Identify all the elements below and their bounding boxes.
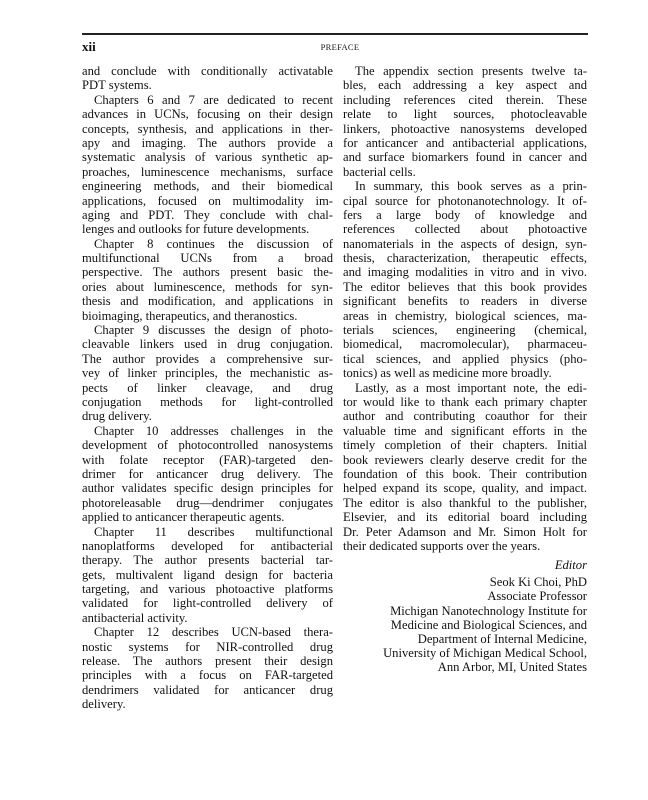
text-line: delivery. (82, 697, 126, 712)
text-line: applied to anticancer therapeutic agents. (82, 510, 285, 525)
text-line: Chapter 8 continues the discussion of (94, 236, 333, 251)
editor-signature (343, 558, 587, 675)
paragraph (82, 237, 333, 323)
text-line: photoreleasable drug—dendrimer conjugates (82, 495, 333, 510)
header-rule (82, 33, 588, 35)
text-line: The editor is also thankful to the publisher, (343, 495, 587, 510)
signature-line: Medicine and Biological Sciences, and (390, 617, 587, 632)
text-line: dendrimers validated for anticancer drug (82, 682, 333, 697)
text-line: Chapter 9 discusses the design of photo- (94, 323, 333, 338)
text-line: aging and PDT. They conclude with chal- (82, 207, 333, 222)
signature-line: Ann Arbor, MI, United States (437, 660, 587, 675)
text-line: bles, each addressing a key aspect and (343, 78, 587, 93)
text-line: Dr. Peter Adamson and Mr. Simon Holt for (343, 524, 587, 539)
paragraph (82, 625, 333, 711)
text-line: fers a large body of knowledge and (343, 207, 587, 222)
running-title: PREFACE (320, 42, 360, 52)
page-number: xii (82, 39, 96, 54)
text-line: Elsevier, and its editorial board including (343, 510, 587, 525)
text-line: Chapter 11 describes multifunctional (94, 524, 333, 539)
text-line: with folate receptor (FAR)-targeted den- (82, 452, 333, 467)
text-line: linkers, photoactive nanosystems developed (343, 121, 587, 136)
text-line: applications, focused on multimodality im- (82, 193, 333, 208)
text-line: tor would like to thank each primary chapter (343, 394, 587, 409)
paragraph (82, 93, 333, 237)
text-line: nostic systems for NIR-controlled drug (82, 639, 333, 654)
text-line: ories about luminescence, methods for syn- (82, 279, 333, 294)
text-line: their dedicated supports over the years. (343, 538, 541, 553)
text-line: bioimaging, therapeutics, and theranostics. (82, 308, 298, 323)
text-line: In summary, this book serves as a prin- (355, 179, 587, 194)
text-line: drug delivery. (82, 409, 152, 424)
signature-line: Seok Ki Choi, PhD (489, 575, 587, 590)
text-line: concepts, synthesis, and applications in ther- (82, 121, 333, 136)
paragraph (82, 424, 333, 525)
text-line: book reviewers clearly deserve credit for the (343, 452, 587, 467)
text-line: bacterial cells. (343, 164, 416, 179)
text-line: terials sciences, engineering (chemical, (343, 323, 587, 338)
text-line: advances in UCNs, focusing on their design (82, 107, 333, 122)
text-line: cipal source for photonanotechnology. It of- (343, 193, 587, 208)
right-column (343, 64, 587, 553)
text-line: vey of linker principles, the mechanistic as- (82, 366, 333, 381)
text-line: The appendix section presents twelve ta- (355, 64, 587, 78)
text-line: apy and imaging. The authors provide a (82, 135, 333, 150)
paragraph (82, 64, 333, 93)
paragraph (343, 179, 587, 380)
text-line: tical sciences, and applied physics (pho- (343, 351, 587, 366)
text-line: The editor believes that this book provides (343, 279, 587, 294)
text-line: thesis, characterization, therapeutic effects, (343, 251, 587, 266)
text-line: therapy. The author presents bacterial tar- (82, 553, 333, 568)
text-line: and imaging modalities in vitro and in vivo. (343, 265, 587, 280)
text-line: systematic analysis of various synthetic ap- (82, 150, 333, 165)
text-line: thesis and modification, and applications in (82, 294, 333, 309)
text-line: timely completion of their chapters. Initial (343, 438, 587, 453)
text-line: lenges and outlooks for future developments. (82, 222, 310, 237)
text-line: author validates specific design principles for (82, 481, 333, 496)
text-line: helped expand its scope, quality, and impact. (343, 481, 587, 496)
text-line: Lastly, as a most important note, the edi- (355, 380, 587, 395)
text-line: targeting, and various photoactive platforms (82, 582, 333, 597)
text-line: areas in chemistry, biological sciences, ma- (343, 308, 587, 323)
signature-role: Editor (554, 558, 587, 572)
text-line: for anticancer and antibacterial applications, (343, 135, 587, 150)
text-line: including references cited therein. These (343, 92, 587, 107)
text-line: author and contributing coauthor for their (343, 409, 587, 424)
paragraph (343, 64, 587, 179)
text-line: antibacterial activity. (82, 610, 188, 625)
paragraph (82, 525, 333, 626)
text-line: nanoplatforms developed for antibacterial (82, 538, 333, 553)
text-line: gets, multivalent ligand design for bacteria (82, 567, 333, 582)
text-line: references collected about photoactive (343, 222, 587, 237)
signature-line: Department of Internal Medicine, (417, 632, 587, 647)
text-line: perspective. The authors present basic the- (82, 265, 333, 280)
text-line: Chapter 10 addresses challenges in the (94, 423, 333, 438)
text-line: pects of linker cleavage, and drug (82, 380, 333, 395)
text-line: release. The authors present their design (82, 654, 333, 669)
text-line: PDT systems. (82, 78, 152, 93)
text-line: nanomaterials in the aspects of design, syn- (343, 236, 587, 251)
signature-line: Michigan Nanotechnology Institute for (390, 603, 587, 618)
text-line: biomedical, macromolecular), pharmaceu- (343, 337, 587, 352)
text-line: principles with a focus on FAR-targeted (82, 668, 333, 683)
text-line: proaches, luminescence mechanisms, surface (82, 164, 333, 179)
text-line: engineering methods, and their biomedical (82, 179, 333, 194)
text-line: significant benefits to readers in diverse (343, 294, 587, 309)
paragraph (82, 323, 333, 424)
text-line: relate to light sources, photocleavable (343, 107, 587, 122)
text-line: The author provides a comprehensive sur- (82, 351, 333, 366)
text-line: cleavable linkers used in drug conjugation. (82, 337, 333, 352)
text-line: multifunctional UCNs from a broad (82, 251, 333, 266)
text-line: development of photocontrolled nanosystems (82, 438, 333, 453)
text-line: Chapter 12 describes UCN-based thera- (94, 625, 333, 640)
signature-line: Associate Professor (487, 589, 587, 604)
text-line: tonics) as well as medicine more broadly. (343, 366, 552, 381)
left-column (82, 64, 333, 712)
text-line: validated for light-controlled delivery of (82, 596, 333, 611)
text-line: foundation of this book. Their contribution (343, 466, 587, 481)
text-line: conjugation methods for light-controlled (82, 394, 333, 409)
text-line: and conclude with conditionally activatable (82, 64, 333, 78)
text-line: valuable time and significant efforts in the (343, 423, 587, 438)
text-line: and surface biomarkers found in cancer and (343, 150, 587, 165)
text-line: Chapters 6 and 7 are dedicated to recent (94, 92, 333, 107)
text-line: drimer for anticancer drug delivery. The (82, 466, 333, 481)
paragraph (343, 381, 587, 554)
signature-line: University of Michigan Medical School, (383, 646, 587, 661)
